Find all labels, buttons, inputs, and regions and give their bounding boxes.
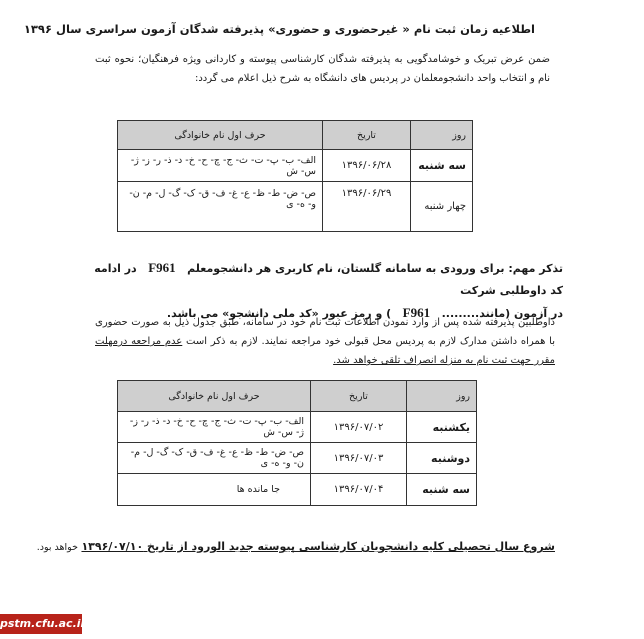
schedule-table-2 [117,380,477,506]
header-letters: حرف اول نام خانوادگی [118,121,323,150]
table-row [118,474,477,506]
row-letters: ص- ض- ط- ظ- ع- غ- ف- ق- ک- گ- ل- م- ن- و- ه- ی [118,443,311,474]
row-letters: جا مانده ها [118,474,311,506]
important-line2-prefix: در آزمون (مانند......... [441,307,563,320]
row-day: دوشنبه [407,443,477,474]
row-date: ۱۳۹۶/۰۶/۲۸ [323,150,411,182]
header-day: روز [407,381,477,412]
row-letters: الف- ب- پ- ت- ث- ج- چ- ح- خ- د- ذ- ر- ز- ژ- س- ش [118,150,323,182]
table-header-row [118,381,477,412]
semester-start-text: شروع سال تحصیلی کلیه دانشجویان کارشناسی پیوسته جدید الورود از تاریخ ۱۳۹۶/۰۷/۱۰ [81,540,555,553]
table-row [118,150,473,182]
row-date: ۱۳۹۶/۰۷/۰۳ [311,443,407,474]
table-row [118,412,477,443]
row-day: سه شنبه [411,150,473,182]
student-code: F961 [148,260,176,275]
important-line-1 [85,257,563,302]
table-row [118,443,477,474]
row-letters: الف- ب- پ- ت- ث- ج- چ- ح- خ- د- ذ- ر- ز- ژ- س- ش [118,412,311,443]
header-day: روز [411,121,473,150]
important-line1-suffix: در ادامه کد داوطلبی شرکت [94,262,563,297]
intro-paragraph: ضمن عرض تبریک و خوشامدگویی به پذیرفته شدگان کارشناسی پیوسته و کاردانی ویژه فرهنگیان؛ نحوه ثبت نام و انتخاب واحد دانشجومعلمان در پردیس های دانشگاه به شرح ذیل اعلام می گردد: [95,54,550,84]
attendance-warning: عدم مراجعه درمهلت مقرر جهت ثبت نام به منزله انصراف تلقی خواهد شد. [95,336,555,366]
announcement-title: اطلاعیه زمان ثبت نام « غیرحضوری و حضوری» پذیرفته شدگان آزمون سراسری سال ۱۳۹۶ [23,22,535,36]
header-letters: حرف اول نام خانوادگی [118,381,311,412]
row-date: ۱۳۹۶/۰۷/۰۲ [311,412,407,443]
table-row [118,182,473,232]
header-date: تاریخ [323,121,411,150]
row-date: ۱۳۹۶/۰۷/۰۴ [311,474,407,506]
row-day: سه شنبه [407,474,477,506]
site-watermark: pstm.cfu.ac.ir [0,614,82,634]
student-code-example: F961 [402,305,431,320]
header-date: تاریخ [311,381,407,412]
attendance-text: داوطلبین پذیرفته شده پس از وارد نمودن اطلاعات ثبت نام خود در سامانه، طبق جدول ذیل به صورت حضوری با همراه داشتن مدارک لازم به پردیس محل قبولی خود مراجعه نمایند. لازم به ذکر است [95,317,556,347]
table-header-row [118,121,473,150]
semester-start-tail: خواهد بود. [36,542,78,553]
row-day: چهار شنبه [411,182,473,232]
row-day: یکشنبه [407,412,477,443]
row-date: ۱۳۹۶/۰۶/۲۹ [323,182,411,232]
attendance-paragraph [95,313,555,370]
schedule-table-1 [117,120,473,232]
important-line2-suffix: ) و رمز عبور «کد ملی دانشجو» می باشد. [166,307,392,320]
important-line1-prefix: تذکر مهم: برای ورودی به سامانه گلستان، نام کاربری هر دانشجومعلم [187,262,563,275]
semester-start-note [36,537,555,558]
row-letters: ص- ض- ط- ظ- ع- غ- ف- ق- ک- گ- ل- م- ن- و- ه- ی [118,182,323,232]
